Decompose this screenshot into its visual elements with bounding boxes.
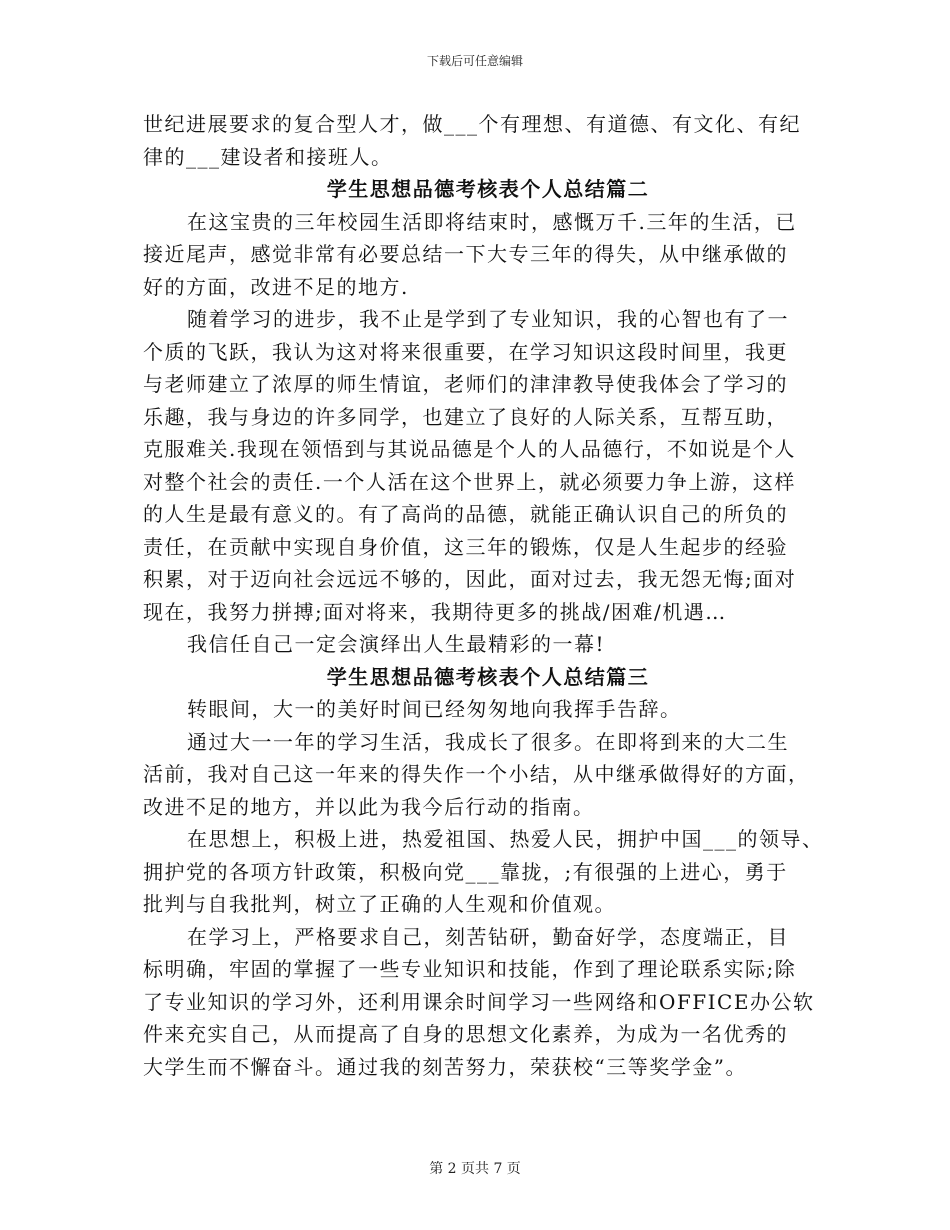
paragraph-line: 大学生而不懈奋斗。通过我的刻苦努力，荣获校“三等奖学金”。 <box>143 1054 747 1079</box>
section-heading: 学生思想品德考核表个人总结篇三 <box>326 664 650 689</box>
paragraph-line: 积累，对于迈向社会远远不够的，因此，面对过去，我无怨无悔;面对 <box>143 567 797 591</box>
paragraph-line: 活前，我对自己这一年来的得失作一个小结，从中继承做得好的方面， <box>143 762 810 786</box>
paragraph-line: 了专业知识的学习外，还利用课余时间学习一些网络和OFFICE办公软 <box>143 989 815 1014</box>
paragraph-first-line: 在思想上，积极上进，热爱祖国、热爱人民，拥护中国___的领导、 <box>187 827 824 851</box>
document-body <box>143 108 833 1083</box>
paragraph-line: 标明确，牢固的掌握了一些专业知识和技能，作到了理论联系实际;除 <box>143 957 797 981</box>
paragraph-line: 接近尾声，感觉非常有必要总结一下大专三年的得失，从中继承做的 <box>143 242 788 266</box>
page-footer: 第 2 页共 7 页 <box>429 1161 521 1177</box>
paragraph-line: 个质的飞跃，我认为这对将来很重要，在学习知识这段时间里，我更 <box>143 339 788 364</box>
paragraph-line: 改进不足的地方，并以此为我今后行动的指南。 <box>143 794 595 819</box>
section-heading: 学生思想品德考核表个人总结篇二 <box>326 177 650 201</box>
paragraph-line: 拥护党的各项方针政策，积极向党___靠拢，;有很强的上进心，勇于 <box>143 859 788 884</box>
page-header: 下载后可任意编辑 <box>426 54 523 68</box>
paragraph-line: 克服难关.我现在领悟到与其说品德是个人的人品德行，不如说是个人 <box>143 437 796 461</box>
paragraph-first-line: 在这宝贵的三年校园生活即将结束时，感慨万千.三年的生活，已 <box>187 209 797 234</box>
paragraph-first-line: 通过大一一年的学习生活，我成长了很多。在即将到来的大二生 <box>187 729 789 754</box>
paragraph-first-line: 我信任自己一定会演绎出人生最精彩的一幕! <box>187 632 606 656</box>
paragraph-line: 件来充实自己，从而提高了自身的思想文化素养，为成为一名优秀的 <box>143 1022 788 1046</box>
paragraph-line: 的人生是最有意义的。有了高尚的品德，就能正确认识自己的所负的 <box>143 502 788 526</box>
paragraph-line: 好的方面，改进不足的地方. <box>143 274 409 299</box>
paragraph-line: 乐趣，我与身边的许多同学，也建立了良好的人际关系，互帮互助， <box>143 404 788 429</box>
paragraph-first-line: 转眼间，大一的美好时间已经匆匆地向我挥手告辞。 <box>187 697 682 721</box>
paragraph-first-line: 随着学习的进步，我不止是学到了专业知识，我的心智也有了一 <box>187 307 789 331</box>
paragraph-line: 与老师建立了浓厚的师生情谊，老师们的津津教导使我体会了学习的 <box>143 372 788 396</box>
paragraph-first-line: 在学习上，严格要求自己，刻苦钻研，勤奋好学，态度端正，目 <box>187 924 789 949</box>
paragraph-line: 现在，我努力拼搏;面对将来，我期待更多的挑战/困难/机遇… <box>143 599 727 624</box>
paragraph-line: 律的___建设者和接班人。 <box>143 144 393 169</box>
paragraph-line: 批判与自我批判，树立了正确的人生观和价值观。 <box>143 892 616 916</box>
paragraph-line: 世纪进展要求的复合型人才，做___个有理想、有道德、有文化、有纪 <box>143 112 801 136</box>
paragraph-line: 对整个社会的责任.一个人活在这个世界上，就必须要力争上游，这样 <box>143 469 796 494</box>
paragraph-line: 责任，在贡献中实现自身价值，这三年的锻炼，仅是人生起步的经验 <box>143 534 788 559</box>
